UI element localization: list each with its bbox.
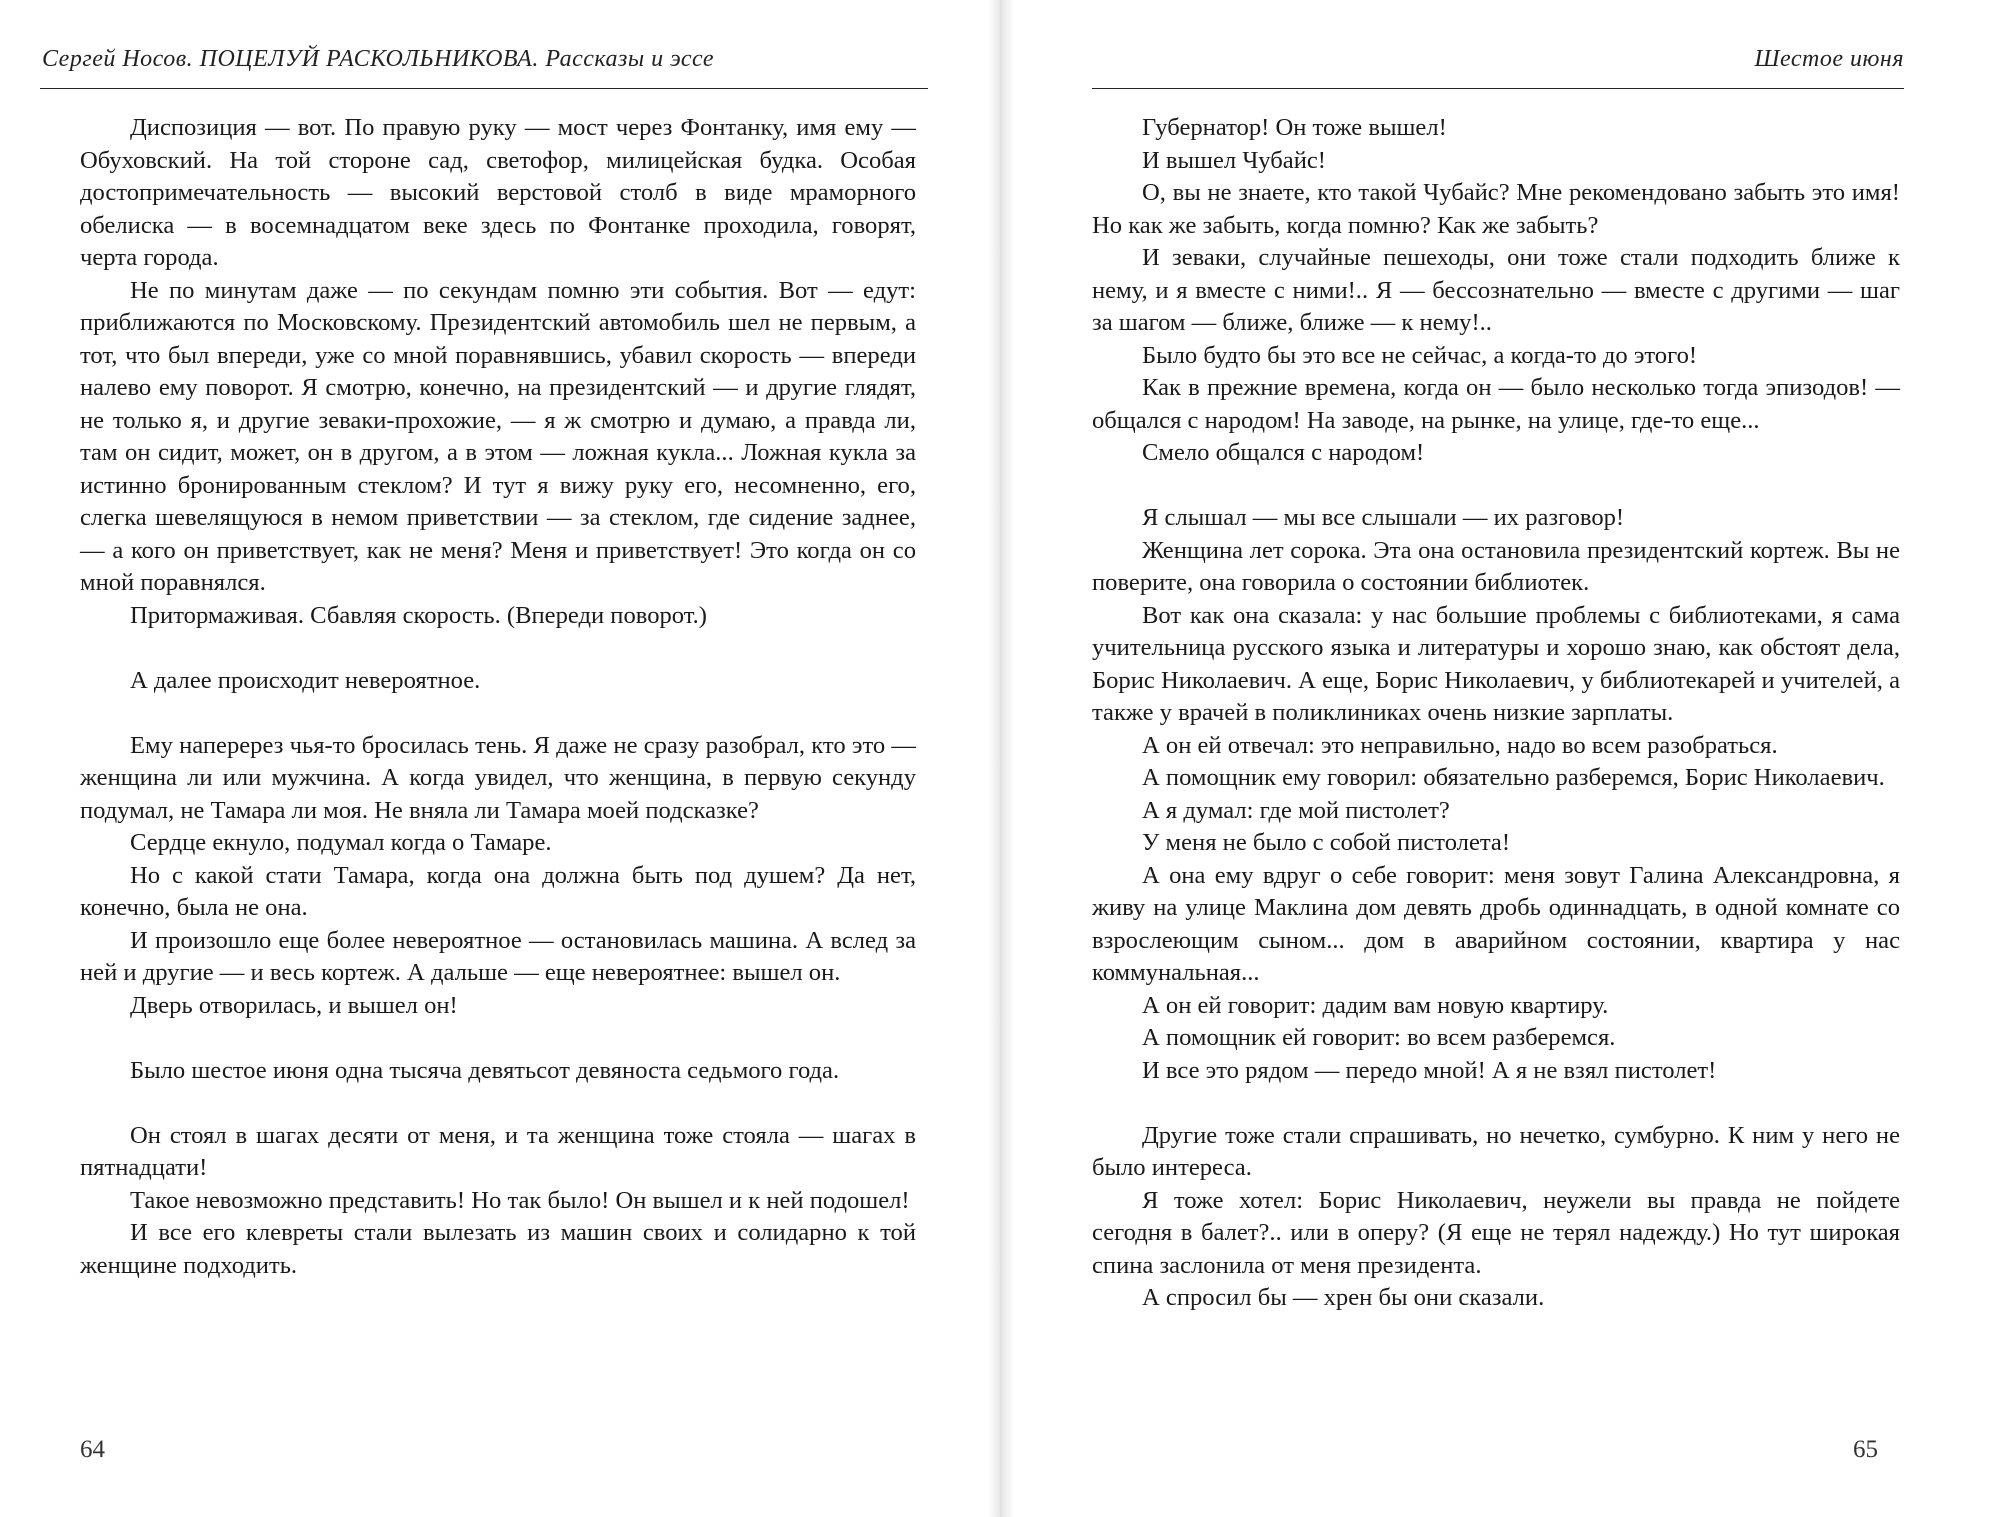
paragraph: А он ей говорит: дадим вам новую квартиру. bbox=[1142, 991, 1609, 1019]
paragraph: А помощник ей говорит: во всем разберемся. bbox=[1142, 1024, 1616, 1051]
paragraph: Ему наперерез чья-то бросилась тень. Я даже не сразу разобрал, кто это — женщина ли или мужчина. А когда увидел, что женщина, в первую секунду подумал, не Тамара ли моя. Не вняла ли Тамара моей подсказке? bbox=[80, 731, 916, 824]
left-running-head: Сергей Носов. ПОЦЕЛУЙ РАСКОЛЬНИКОВА. Рассказы и эссе bbox=[42, 46, 715, 72]
paragraph: Было будто бы это все не сейчас, а когда-то до этого! bbox=[1142, 341, 1698, 369]
paragraph: А я думал: где мой пистолет? bbox=[1142, 796, 1450, 824]
paragraph: Женщина лет сорока. Эта она остановила президентский кортеж. Вы не поверите, она говорила о состоянии библиотек. bbox=[1092, 536, 1900, 596]
paragraph: Было шестое июня одна тысяча девятьсот девяноста седьмого года. bbox=[130, 1056, 840, 1084]
paragraph: Но с какой стати Тамара, когда она должна быть под душем? Да нет, конечно, была не она. bbox=[80, 861, 916, 921]
right-page-number: 65 bbox=[1853, 1436, 1878, 1463]
paragraph: Сердце екнуло, подумал когда о Тамаре. bbox=[130, 829, 552, 856]
paragraph: Я слышал — мы все слышали — их разговор! bbox=[1142, 504, 1625, 531]
right-running-head: Шестое июня bbox=[1754, 46, 1904, 72]
right-page bbox=[1000, 0, 2000, 1517]
paragraph: Притормаживая. Сбавляя скорость. (Впереди поворот.) bbox=[130, 601, 707, 629]
right-body-text bbox=[1092, 112, 1900, 1315]
paragraph: Я тоже хотел: Борис Николаевич, неужели вы правда не пойдете сегодня в балет?.. или в оперу? (Я еще не терял надежду.) Но тут широкая спина заслонила от меня президента. bbox=[1092, 1186, 1900, 1279]
left-head-rule bbox=[40, 88, 928, 89]
paragraph: И все его клевреты стали вылезать из машин своих и солидарно к той женщине подходить. bbox=[80, 1219, 916, 1279]
paragraph: Другие тоже стали спрашивать, но нечетко, сумбурно. К ним у него не было интереса. bbox=[1092, 1121, 1900, 1181]
paragraph: И все это рядом — передо мной! А я не взял пистолет! bbox=[1142, 1056, 1717, 1084]
paragraph: Такое невозможно представить! Но так было! Он вышел и к ней подошел! bbox=[130, 1186, 910, 1214]
paragraph: Губернатор! Он тоже вышел! bbox=[1142, 114, 1447, 141]
paragraph: И зеваки, случайные пешеходы, они тоже стали подходить ближе к нему, и я вместе с ними!.. Я — бессознательно — вместе с другими — шаг за шагом — ближе, ближе — к нему!.. bbox=[1092, 244, 1900, 336]
left-body-text bbox=[80, 112, 916, 1282]
paragraph: Дверь отворилась, и вышел он! bbox=[130, 991, 458, 1019]
paragraph: Не по минутам даже — по секундам помню эти события. Вот — едут: приближаются по Московскому. Президентский автомобиль шел не первым, а тот, что был впереди, уже со мной поравнявшись, убавил скорость — впереди налево ему поворот. Я смотрю, конечно, на президентский — и другие глядят, не только я, и другие зеваки-прохожие, — я ж смотрю и думаю, а правда ли, там он сидит, может, он в другом, а в этом — ложная кукла... Ложная кукла за истинно бронированным стеклом? И тут я вижу руку его, несомненно, его, слегка шевелящуюся в немом приветствии — за стеклом, где сидение заднее, — а кого он приветствует, как не меня? Меня и приветствует! Это когда он со мной поравнялся. bbox=[80, 276, 916, 596]
paragraph: О, вы не знаете, кто такой Чубайс? Мне рекомендовано забыть это имя! Но как же забыть, когда помню? Как же забыть? bbox=[1092, 179, 1900, 239]
paragraph: Он стоял в шагах десяти от меня, и та женщина тоже стояла — шагах в пятнадцати! bbox=[80, 1121, 916, 1181]
paragraph: А она ему вдруг о себе говорит: меня зовут Галина Александровна, я живу на улице Маклина дом девять дробь одиннадцать, в одной комнате со взрослеющим сыном... дом в аварийном состоянии, квартира у нас коммунальная... bbox=[1092, 861, 1900, 986]
paragraph: И вышел Чубайс! bbox=[1142, 146, 1326, 174]
paragraph: А спросил бы — хрен бы они сказали. bbox=[1142, 1284, 1545, 1311]
paragraph: Смело общался с народом! bbox=[1142, 439, 1425, 466]
paragraph: У меня не было с собой пистолета! bbox=[1142, 829, 1511, 856]
paragraph: Вот как она сказала: у нас большие проблемы с библиотеками, я сама учительница русского языка и литературы и хорошо знаю, как обстоят дела, Борис Николаевич. А еще, Борис Николаевич, у библиотекарей и учителей, а также у врачей в поликлиниках очень низкие зарплаты. bbox=[1092, 601, 1900, 726]
right-head-rule bbox=[1092, 88, 1904, 89]
paragraph: А помощник ему говорил: обязательно разберемся, Борис Николаевич. bbox=[1142, 764, 1885, 791]
paragraph: Диспозиция — вот. По правую руку — мост через Фонтанку, имя ему — Обуховский. На той стороне сад, светофор, милицейская будка. Особая достопримечательность — высокий верстовой столб в виде мраморного обелиска — в восемнадцатом веке здесь по Фонтанке проходила, говорят, черта города. bbox=[80, 114, 916, 271]
left-page-number: 64 bbox=[80, 1436, 105, 1463]
paragraph: И произошло еще более невероятное — остановилась машина. А вслед за ней и другие — и весь кортеж. А дальше — еще невероятнее: вышел он. bbox=[80, 926, 916, 986]
paragraph: Как в прежние времена, когда он — было несколько тогда эпизодов! — общался с народом! На заводе, на рынке, на улице, где-то еще... bbox=[1092, 374, 1900, 434]
paragraph: А далее происходит невероятное. bbox=[130, 666, 481, 694]
paragraph: А он ей отвечал: это неправильно, надо во всем разобраться. bbox=[1142, 731, 1778, 759]
